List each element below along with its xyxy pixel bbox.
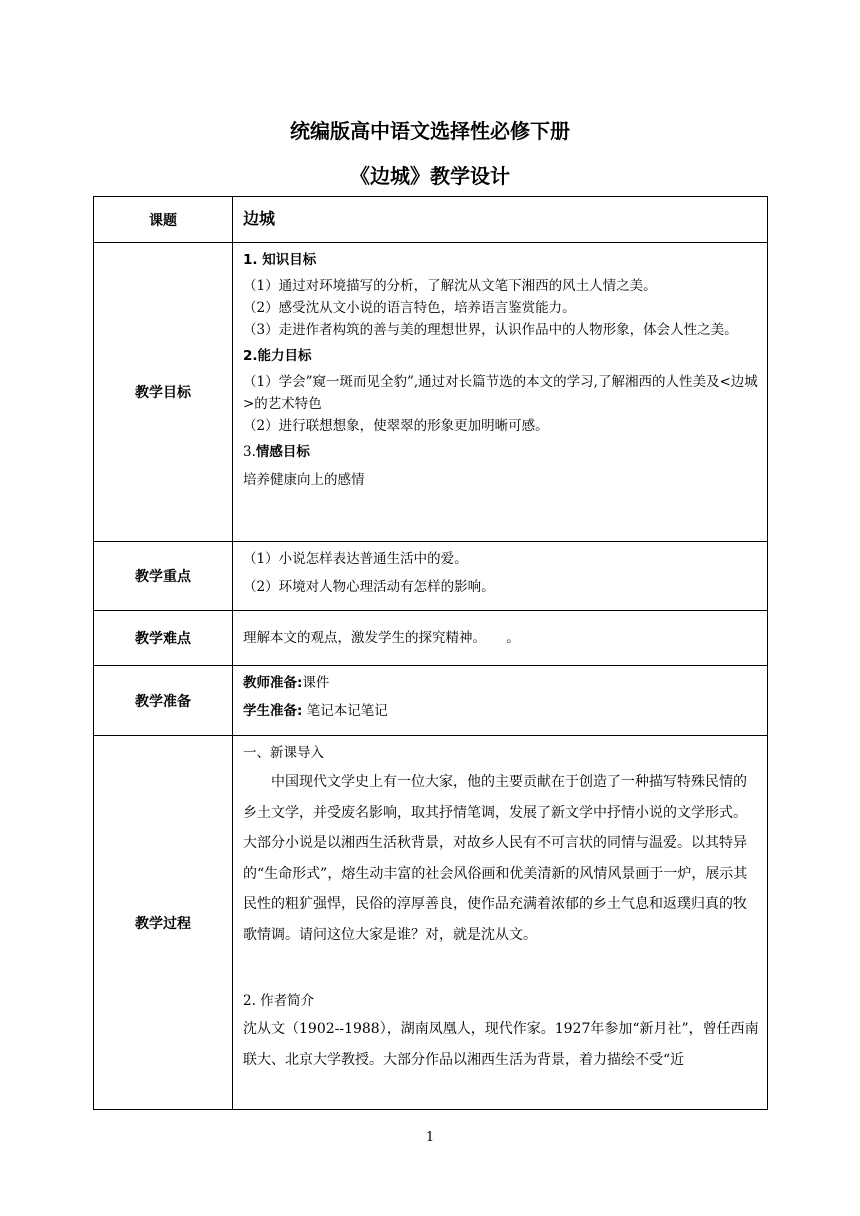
teacher-prep-label: 教师准备: [243,675,303,691]
knowledge-item: （1）通过对环境描写的分析，了解沈从文笔下湘西的风土人情之美。 [243,278,657,294]
student-prep-label: 学生准备: [243,703,303,719]
table-row-preparation [94,666,768,736]
focus-item: （2）环境对人物心理活动有怎样的影响。 [243,579,495,595]
process-paragraph: 沈从文（1902--1988），湖南凤凰人，现代作家。1927年参加“新月社”，曾任西南联大、北京大学教授。大部分作品以湘西生活为背景，着力描绘不受“近 [243,1021,759,1068]
focus-cell [233,542,768,611]
preparation-cell [233,666,768,736]
knowledge-heading: 1. 知识目标 [243,252,317,268]
emotion-heading-text: 情感目标 [255,444,310,460]
emotion-heading [243,441,759,463]
table-row-process [94,736,768,1110]
document-title: 统编版高中语文选择性必修下册 [290,119,570,143]
emotion-heading-number: 3. [243,444,256,460]
ability-item: （1）学会”窥一斑而见全豹”,通过对长篇节选的本文的学习,了解湘西的人性美及<边城>的艺术特色 [243,374,758,412]
knowledge-item: （2）感受沈从文小说的语言特色，培养语言鉴赏能力。 [243,300,576,316]
process-cell [233,736,768,1110]
focus-item: （1）小说怎样表达普通生活中的爱。 [243,551,468,567]
ability-item: （2）进行联想想象，使翠翠的形象更加明晰可感。 [243,418,549,434]
difficulty-label: 教学难点 [94,611,233,666]
difficulty-text: 理解本文的观点，激发学生的探究精神。 。 [243,630,520,646]
teacher-prep-value: 课件 [302,675,330,691]
ability-heading: 2.能力目标 [243,348,312,364]
emotion-item: 培养健康向上的感情 [243,472,365,488]
student-prep-value: 笔记本记笔记 [302,703,388,719]
table-row-difficulty [94,611,768,666]
table-row-topic [94,197,768,243]
process-section-heading: 一、新课导入 [243,745,324,761]
topic-label: 课题 [94,197,233,243]
topic-cell [233,197,768,243]
document-subtitle: 《边城》教学设计 [350,164,510,188]
table-row-objectives [94,243,768,542]
page-number: 1 [425,1130,435,1145]
process-label: 教学过程 [94,736,233,1110]
difficulty-cell [233,611,768,666]
objectives-cell [233,243,768,542]
focus-label: 教学重点 [94,542,233,611]
objectives-label: 教学目标 [94,243,233,542]
teacher-prep [243,672,759,694]
lesson-plan-table [93,196,768,1110]
knowledge-item: （3）走进作者构筑的善与美的理想世界，认识作品中的人物形象，体会人性之美。 [243,322,738,338]
process-section-heading: 2. 作者简介 [243,993,315,1009]
topic-value: 边城 [243,209,276,228]
student-prep [243,700,759,722]
preparation-label: 教学准备 [94,666,233,736]
process-paragraph: 中国现代文学史上有一位大家，他的主要贡献在于创造了一种描写特殊民情的乡土文学，并受废名影响，取其抒情笔调，发展了新文学中抒情小说的文学形式。大部分小说是以湘西生活秋背景，对故乡人民有不可言状的同情与温爱。以其特异的“生命形式”，熔生动丰富的社会风俗画和优美清新的风情风景画于一炉，展示其民性的粗犷强悍，民俗的淳厚善良，使作品充满着浓郁的乡土气息和返璞归真的牧歌情调。请问这位大家是谁？对，就是沈从文。 [243,774,748,943]
table-row-focus [94,542,768,611]
